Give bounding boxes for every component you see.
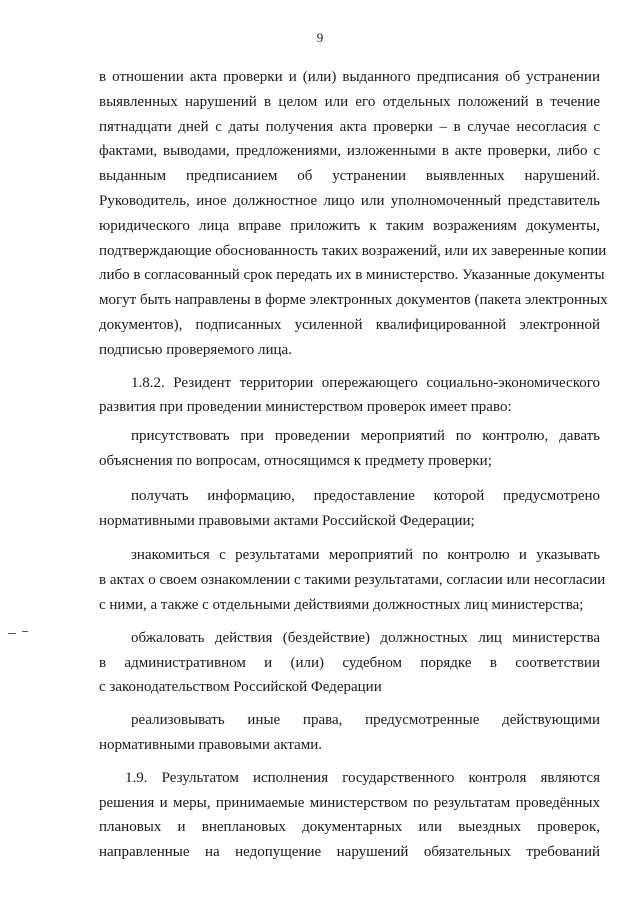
page-number: 9 bbox=[316, 30, 324, 45]
paragraph-resident-rights bbox=[99, 371, 600, 421]
text-line: могут быть направлены в форме электронных документов (пакета электронных bbox=[99, 292, 608, 309]
text-line: в административном и (или) судебном порядке в соответствии bbox=[99, 654, 600, 671]
text-line: плановых и внеплановых документарных или выездных проверок, bbox=[99, 819, 600, 836]
scan-mark bbox=[22, 631, 28, 632]
paragraph-right-acquaint bbox=[99, 543, 606, 617]
text-line: с ними, а также с отдельными действиями должностных лиц министерства; bbox=[99, 596, 584, 613]
paragraph-right-other bbox=[99, 708, 600, 758]
text-line: юридического лица вправе приложить к таким возражениям документы, bbox=[99, 217, 600, 234]
text-line: пятнадцати дней с даты получения акта проверки – в случае несогласия с bbox=[99, 118, 600, 135]
text-line: нормативными правовыми актами Российской Федерации; bbox=[99, 512, 475, 529]
paragraph-right-information bbox=[99, 484, 600, 534]
paragraph-right-appeal bbox=[99, 626, 600, 700]
text-line: подтверждающие обоснованность таких возражений, или их заверенные копии bbox=[99, 242, 607, 259]
paragraph-right-attend bbox=[99, 424, 600, 474]
text-line: либо в согласованный срок передать их в министерство. Указанные документы bbox=[99, 267, 605, 284]
text-line: получать информацию, предоставление которой предусмотрено bbox=[131, 487, 600, 504]
paragraph-control-result bbox=[99, 766, 600, 865]
text-line: в отношении акта проверки и (или) выданного предписания об устранении bbox=[99, 69, 600, 85]
text-line: 1.9. Результатом исполнения государственного контроля являются bbox=[125, 769, 600, 786]
text-line: выявленных нарушений в целом или его отдельных положений в течение bbox=[99, 93, 600, 110]
text-line: документов), подписанных усиленной квалифицированной электронной bbox=[99, 316, 600, 333]
text-line: решения и меры, принимаемые министерством по результатам проведённых bbox=[99, 794, 600, 811]
text-line: знакомиться с результатами мероприятий по контролю и указывать bbox=[131, 547, 600, 564]
text-line: обжаловать действия (бездействие) должностных лиц министерства bbox=[131, 629, 600, 646]
text-line: подписью проверяемого лица. bbox=[99, 341, 292, 358]
text-line: Руководитель, иное должностное лицо или уполномоченный представитель bbox=[99, 192, 600, 209]
text-line: 1.8.2. Резидент территории опережающего социально-экономического bbox=[131, 374, 600, 391]
text-line: фактами, выводами, предложениями, изложенными в акте проверки, либо с bbox=[99, 143, 600, 160]
text-line: направленные на недопущение нарушений обязательных требований bbox=[99, 844, 600, 861]
text-line: выданным предписанием об устранении выявленных нарушений. bbox=[99, 168, 600, 185]
text-line: присутствовать при проведении мероприятий по контролю, давать bbox=[131, 428, 600, 445]
text-line: с законодательством Российской Федерации bbox=[99, 679, 382, 696]
paragraph-objections bbox=[99, 65, 608, 363]
text-line: нормативными правовыми актами. bbox=[99, 736, 323, 753]
document-body bbox=[99, 65, 608, 865]
text-line: развития при проведении министерством проверок имеет право: bbox=[99, 399, 512, 416]
text-line: в актах о своем ознакомлении с такими результатами, согласии или несогласии bbox=[99, 572, 606, 589]
scan-mark bbox=[8, 633, 16, 634]
text-line: объяснения по вопросам, относящимся к предмету проверки; bbox=[99, 452, 492, 469]
text-line: реализовывать иные права, предусмотренные действующими bbox=[131, 712, 600, 729]
